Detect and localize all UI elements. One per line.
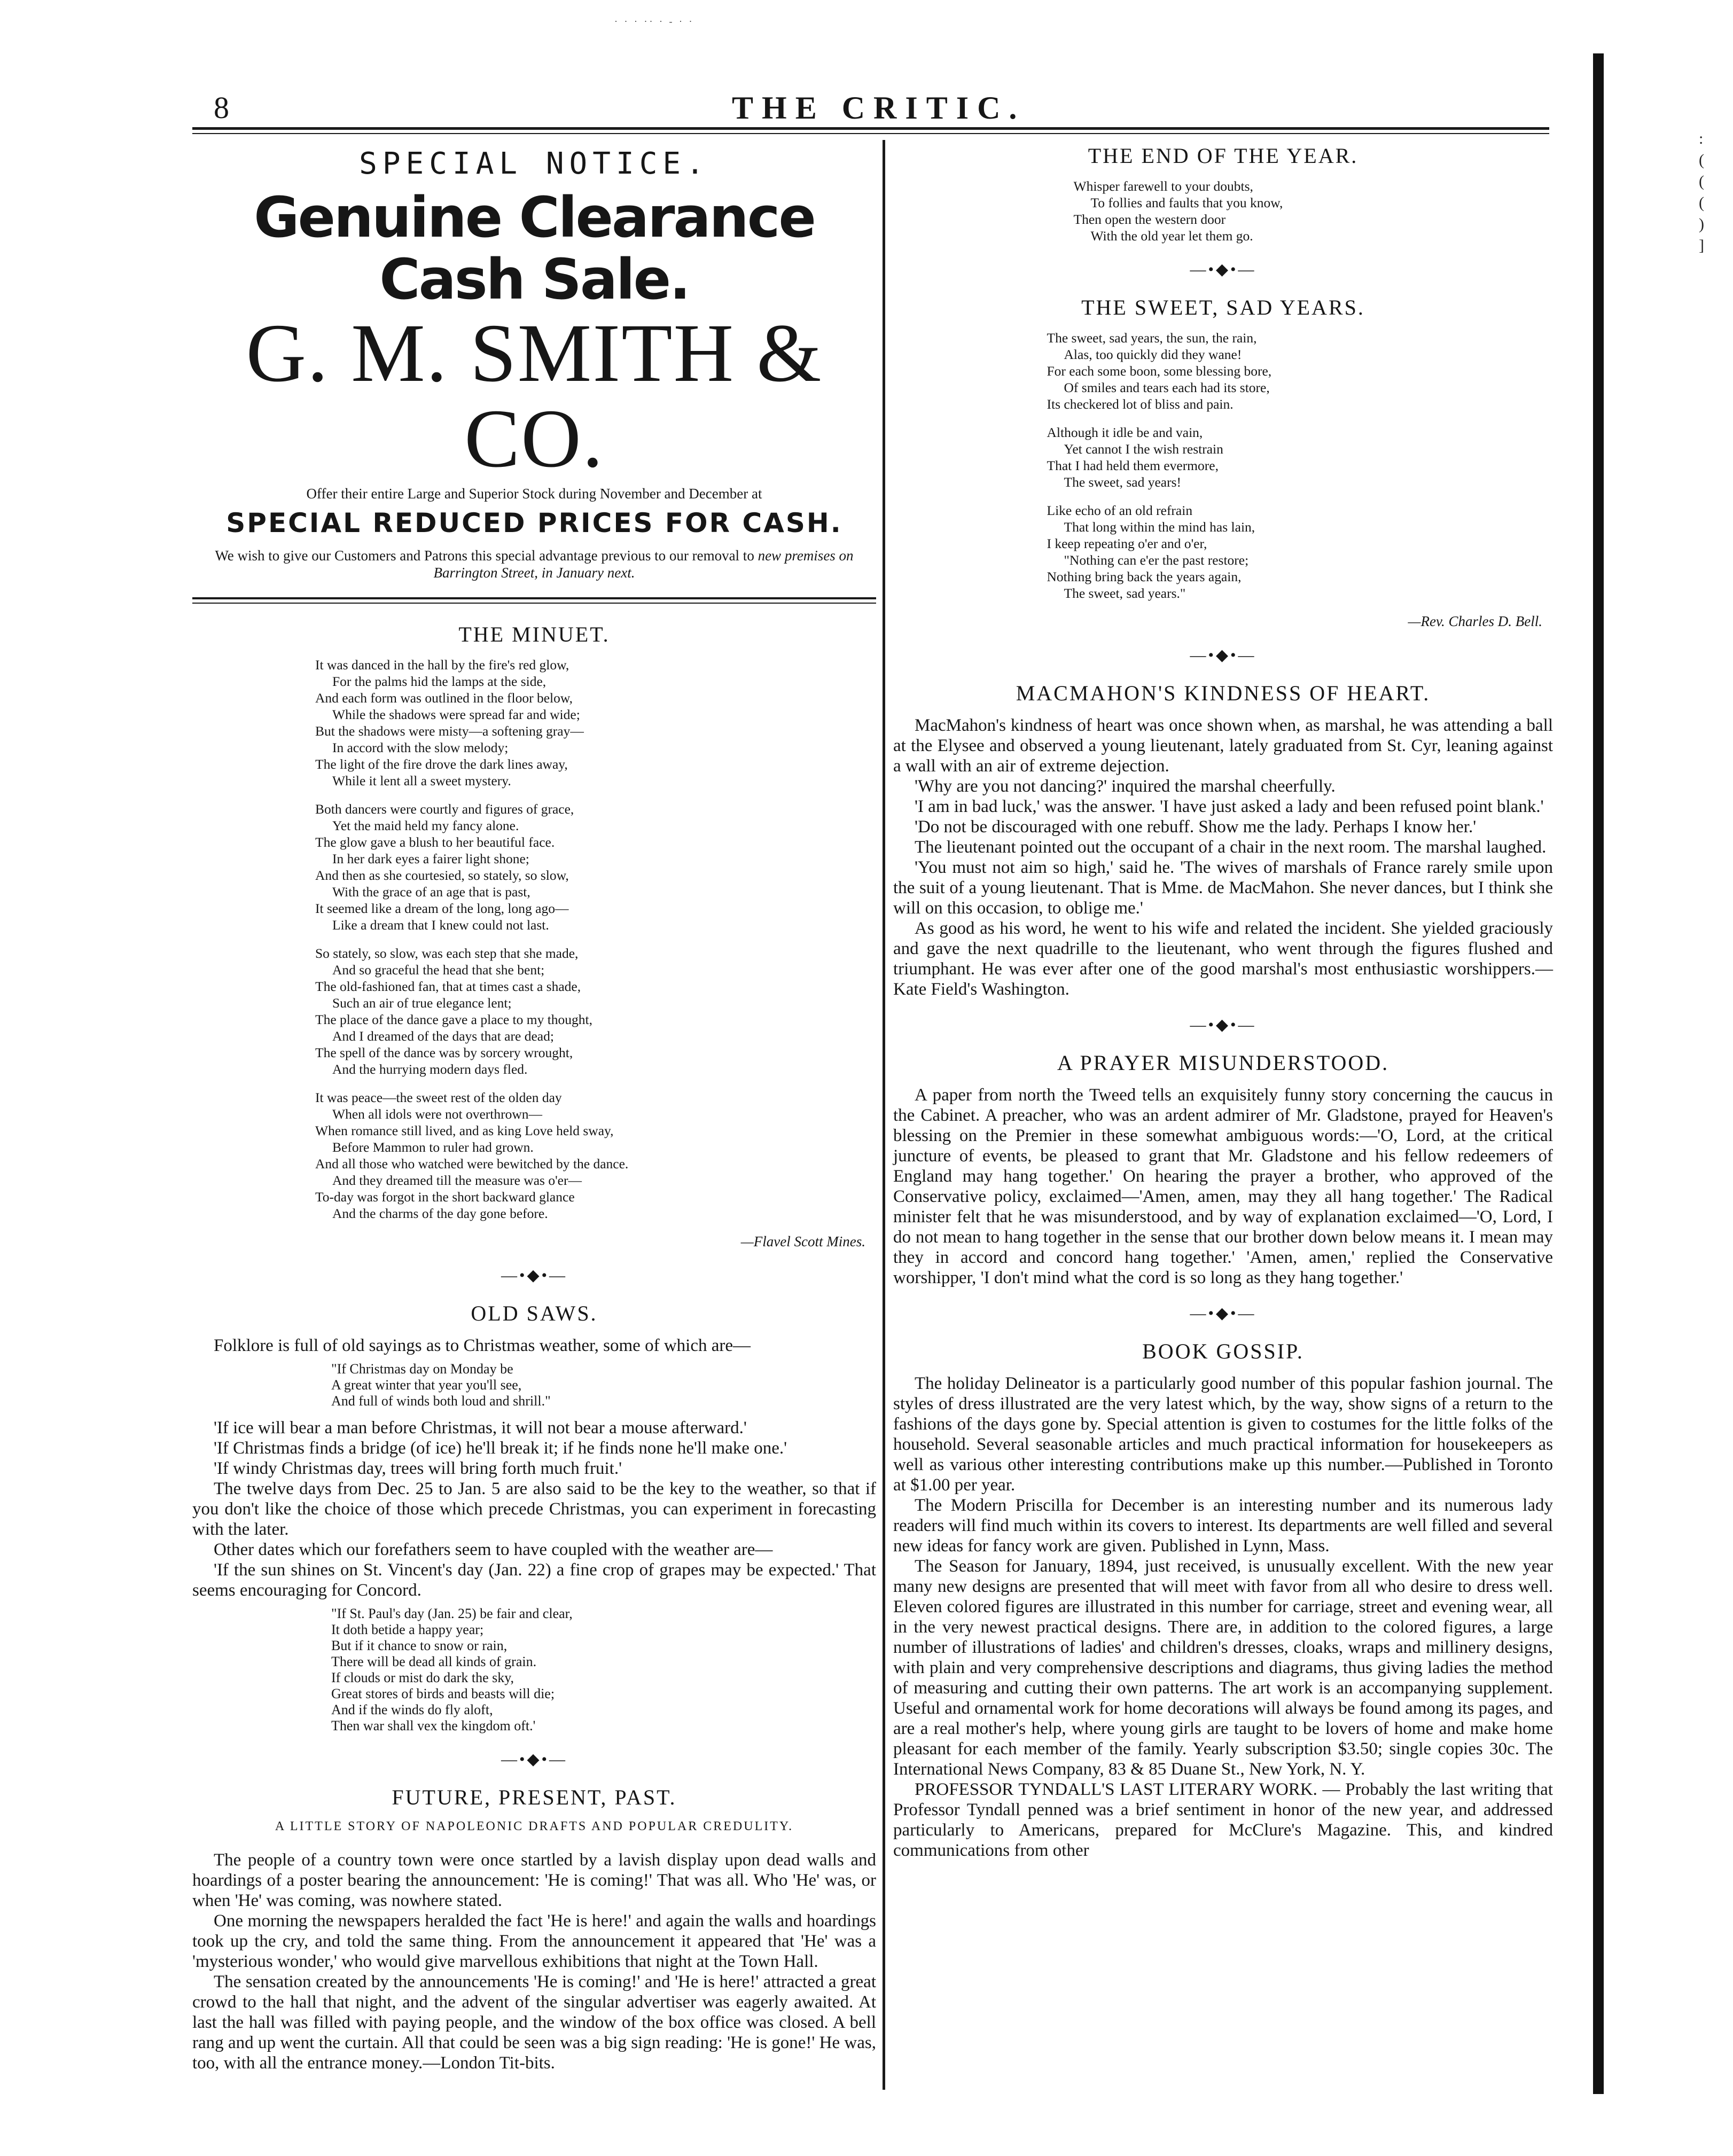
minuet-line: While it lent all a sweet mystery. <box>332 773 511 788</box>
sweet-sad-line: Although it idle be and vain, <box>1047 425 1203 440</box>
book-gossip-paragraph: PROFESSOR TYNDALL'S LAST LITERARY WORK. — Probably the last writing that Professor Tyndall penned was a brief sentiment in honor of the new year, and addressed particularly to Americans, prepared for McClure's Magazine. This, and kindred communications from other <box>893 1780 1553 1860</box>
book-gossip-paragraph: The Season for January, 1894, just received, is unusually excellent. With the new year many new designs are presented that will meet with favor from all who desire to dress well. Eleven colored figures are illustrated in this number for carriage, street and evening wear, all in the very newest practical designs. There are, in addition to the colored figures, a large number of illustrations of ladies' and children's dresses, cloaks, wraps and millinery designs, with plain and very comprehensive descriptions and diagrams, thus giving ladies the method of measuring and cutting their own patterns. The art work is an accompanying supplement. Useful and ornamental work for home decorations will always be found among its pages, and are a real mother's help, where young girls are taught to be lovers of home and make home pleasant for each member of the family. Yearly subscription $3.50; single copies 30c. The International News Company, 83 & 85 Duane St., New York, N. Y. <box>893 1557 1553 1779</box>
ad-note-italic: new premises on Barrington Street, in January next. <box>433 548 854 581</box>
minuet-stanza <box>315 945 753 1077</box>
header-rule-thick <box>192 127 1549 130</box>
minuet-poem <box>192 622 876 1250</box>
section-ornament: —•◆•— <box>1190 1304 1256 1322</box>
special-notice-ad <box>192 146 876 581</box>
sweet-sad-stanza <box>1047 330 1400 412</box>
section-ornament: —•◆•— <box>1190 1016 1256 1034</box>
future-present-past-article <box>192 1785 876 2073</box>
old-saws-rhyme-line: And if the winds do fly aloft, <box>331 1702 493 1717</box>
old-saws-rhyme-line: "If St. Paul's day (Jan. 25) be fair and clear, <box>331 1606 573 1621</box>
minuet-line: It was danced in the hall by the fire's red glow, <box>315 657 569 673</box>
ad-headline: Genuine Clearance Cash Sale. <box>254 185 815 312</box>
sweet-sad-line: "Nothing can e'er the past restore; <box>1064 552 1249 568</box>
minuet-line: For the palms hid the lamps at the side, <box>332 674 547 689</box>
old-saws-intro: Folklore is full of old sayings as to Christmas weather, some of which are— <box>214 1336 751 1355</box>
old-saws-paragraph: 'If windy Christmas day, trees will bring forth much fruit.' <box>214 1459 622 1478</box>
minuet-attribution: —Flavel Scott Mines. <box>740 1233 865 1249</box>
ad-note <box>192 547 876 581</box>
end-of-year-line: To follies and faults that you know, <box>1090 195 1283 210</box>
sweet-sad-line: Alas, too quickly did they wane! <box>1064 347 1242 362</box>
sweet-sad-stanzas <box>1047 330 1400 602</box>
minuet-line: The place of the dance gave a place to my thought, <box>315 1012 592 1027</box>
old-saws-rhyme-line: But if it chance to snow or rain, <box>331 1638 508 1653</box>
end-of-year-line: Whisper farewell to your doubts, <box>1073 178 1253 194</box>
minuet-line: Like a dream that I knew could not last. <box>332 917 549 933</box>
minuet-line: Both dancers were courtly and figures of grace, <box>315 801 574 817</box>
sweet-sad-line: That long within the mind has lain, <box>1064 519 1255 535</box>
minuet-line: It seemed like a dream of the long, long ago— <box>315 901 569 916</box>
old-saws-rhyme-line: "If Christmas day on Monday be <box>331 1361 513 1377</box>
minuet-line: In accord with the slow melody; <box>332 740 509 755</box>
ad-banner: SPECIAL NOTICE. <box>359 146 709 181</box>
sweet-sad-years-poem <box>893 295 1553 630</box>
minuet-line: Before Mammon to ruler had grown. <box>332 1139 534 1155</box>
section-ornament: —•◆•— <box>501 1751 568 1768</box>
minuet-line: The light of the fire drove the dark lines away, <box>315 756 568 772</box>
minuet-line: The old-fashioned fan, that at times cast a shade, <box>315 979 581 994</box>
old-saws-paragraph: 'If Christmas finds a bridge (of ice) he'll break it; if he finds none he'll make one.' <box>214 1439 787 1458</box>
macmahon-paragraphs <box>893 715 1553 999</box>
prayer-paragraphs <box>893 1085 1553 1288</box>
book-gossip-paragraphs <box>893 1373 1553 1861</box>
margin-binding-bar <box>1593 53 1604 2094</box>
old-saws-rhyme-1 <box>331 1361 876 1409</box>
minuet-line: And so graceful the head that she bent; <box>332 962 545 978</box>
minuet-line: And the hurrying modern days fled. <box>332 1061 528 1077</box>
minuet-line: And I dreamed of the days that are dead; <box>332 1028 554 1044</box>
sweet-sad-stanza <box>1047 502 1400 602</box>
book-gossip-title: BOOK GOSSIP. <box>1142 1339 1304 1363</box>
old-saws-rhyme-line: If clouds or mist do dark the sky, <box>331 1670 514 1685</box>
macmahon-paragraph: 'Do not be discouraged with one rebuff. Show me the lady. Perhaps I know her.' <box>915 817 1477 837</box>
future-paragraphs <box>192 1850 876 2073</box>
minuet-line: And then as she courtesied, so stately, so slow, <box>315 868 569 883</box>
ad-note-plain: We wish to give our Customers and Patrons this special advantage previous to our removal to <box>215 548 758 564</box>
old-saws-article <box>192 1301 876 1734</box>
sweet-sad-line: Like echo of an old refrain <box>1047 503 1193 518</box>
section-ornament: —•◆•— <box>1190 261 1256 278</box>
sweet-sad-line: Its checkered lot of bliss and pain. <box>1047 396 1234 412</box>
book-gossip-article <box>893 1339 1553 1861</box>
future-title: FUTURE, PRESENT, PAST. <box>392 1785 677 1809</box>
sweet-sad-line: Yet cannot I the wish restrain <box>1064 441 1223 457</box>
minuet-line: And each form was outlined in the floor below, <box>315 690 573 706</box>
ad-company-name: G. M. SMITH & CO. <box>246 307 823 485</box>
header-rule-thin <box>192 133 1549 134</box>
macmahon-paragraph: The lieutenant pointed out the occupant of a chair in the next room. The marshal laughed. <box>915 838 1547 857</box>
minuet-line: The glow gave a blush to her beautiful face. <box>315 834 555 850</box>
old-saws-rhyme-2 <box>331 1606 876 1734</box>
minuet-stanza <box>315 657 753 789</box>
sweet-sad-line: The sweet, sad years." <box>1064 585 1186 601</box>
end-of-year-poem <box>893 143 1553 244</box>
macmahon-paragraph: As good as his word, he went to his wife and related the incident. She yielded graciously and gave the next quadrille to the lieutenant, who went through the figures flushed and triumphant. He was ever after one of the good marshal's most enthusiastic worshippers.—Kate Field's Washington. <box>893 919 1553 999</box>
minuet-line: Yet the maid held my fancy alone. <box>332 818 519 833</box>
minuet-stanzas <box>315 657 753 1222</box>
sweet-sad-stanza <box>1047 424 1400 490</box>
old-saws-rhyme-line: It doth betide a happy year; <box>331 1622 484 1637</box>
sweet-sad-attribution: —Rev. Charles D. Bell. <box>1408 613 1542 629</box>
sweet-sad-line: Nothing bring back the years again, <box>1047 569 1242 584</box>
prayer-title: A PRAYER MISUNDERSTOOD. <box>1057 1051 1389 1075</box>
book-gossip-paragraph: The Modern Priscilla for December is an interesting number and its numerous lady readers will find much within its covers to interest. Its departments are well filled and several new ideas for fancy work are given. Published in Lynn, Mass. <box>893 1496 1553 1556</box>
old-saws-paragraphs <box>192 1418 876 1600</box>
macmahon-paragraph: 'I am in bad luck,' was the answer. 'I have just asked a lady and been refused point blank.' <box>915 797 1544 816</box>
minuet-line: And they dreamed till the measure was o'er— <box>332 1173 582 1188</box>
minuet-line: Such an air of true elegance lent; <box>332 995 512 1011</box>
sweet-sad-line: The sweet, sad years! <box>1064 474 1181 490</box>
macmahon-article <box>893 681 1553 999</box>
macmahon-paragraph: 'Why are you not dancing?' inquired the marshal cheerfully. <box>915 777 1336 796</box>
prayer-paragraph: A paper from north the Tweed tells an exquisitely funny story concerning the caucus in the Cabinet. A preacher, who was an ardent admirer of Mr. Gladstone, prayed for Heaven's blessing on the Premier in these somewhat ambiguous words:—'O, Lord, at the critical juncture of events, be pleased to grant that Mr. Gladstone and his fellow redeemers of England may hang together.' On hearing the prayer a brother, who approved of the Conservative policy, exclaimed—'Amen, amen, may they all hang together.' The Radical minister felt that he was misunderstood, and by way of explanation exclaimed—'O, Lord, I do not mean to hang together in the sense that our brother down below means it. I mean may they in accord and concord hang together.' 'Amen, amen,' replied the Conservative worshipper, 'I don't mind what the cord is so long as they hang together.' <box>893 1085 1553 1287</box>
minuet-stanza <box>315 1089 753 1222</box>
sweet-sad-line: That I had held them evermore, <box>1047 458 1219 473</box>
minuet-line: In her dark eyes a fairer light shone; <box>332 851 529 866</box>
minuet-line: When all idols were not overthrown— <box>332 1106 543 1122</box>
old-saws-rhyme-line: A great winter that year you'll see, <box>331 1377 522 1393</box>
end-of-year-title: THE END OF THE YEAR. <box>1088 144 1359 168</box>
section-ornament: —•◆•— <box>501 1267 568 1284</box>
top-scuff-marks: · · · ·· · - · · <box>614 16 694 27</box>
minuet-line: And the charms of the day gone before. <box>332 1206 548 1221</box>
minuet-line: To-day was forgot in the short backward glance <box>315 1189 575 1205</box>
old-saws-rhyme-line: Then war shall vex the kingdom oft.' <box>331 1718 536 1733</box>
margin-marks: : ( ( ( ) ] <box>1699 130 1704 254</box>
masthead: THE CRITIC. <box>732 90 1026 126</box>
macmahon-title: MACMAHON'S KINDNESS OF HEART. <box>1016 681 1431 705</box>
minuet-line: But the shadows were misty—a softening gray— <box>315 723 584 739</box>
old-saws-rhyme-line: There will be dead all kinds of grain. <box>331 1654 537 1669</box>
ad-separator-rule <box>192 597 876 604</box>
end-of-year-line: Then open the western door <box>1073 212 1226 227</box>
sweet-sad-line: The sweet, sad years, the sun, the rain, <box>1047 330 1257 346</box>
minuet-line: While the shadows were spread far and wide; <box>332 707 580 722</box>
sweet-sad-line: Of smiles and tears each had its store, <box>1064 380 1270 395</box>
macmahon-paragraph: MacMahon's kindness of heart was once shown when, as marshal, he was attending a ball at the Elysee and observed a young lieutenant, lately graduated from St. Cyr, leaning against a wall with an air of extreme dejection. <box>893 716 1553 776</box>
minuet-line: When romance still lived, and as king Love held sway, <box>315 1123 614 1138</box>
minuet-title: THE MINUET. <box>458 622 610 646</box>
minuet-line: The spell of the dance was by sorcery wrought, <box>315 1045 573 1060</box>
old-saws-paragraph: The twelve days from Dec. 25 to Jan. 5 are also said to be the key to the weather, so that if you don't like the choice of those which precede Christmas, you can experiment in forecasting with the later. <box>192 1479 876 1539</box>
future-subtitle: A LITTLE STORY OF NAPOLEONIC DRAFTS AND POPULAR CREDULITY. <box>275 1819 794 1833</box>
minuet-line: So stately, so slow, was each step that she made, <box>315 946 579 961</box>
prayer-article <box>893 1050 1553 1288</box>
right-column <box>893 140 1553 1861</box>
old-saws-rhyme-line: And full of winds both loud and shrill." <box>331 1393 551 1409</box>
page-number: 8 <box>214 90 229 125</box>
left-column <box>192 140 876 2073</box>
minuet-line: And all those who watched were bewitched by the dance. <box>315 1156 629 1171</box>
old-saws-title: OLD SAWS. <box>471 1301 598 1325</box>
minuet-line: It was peace—the sweet rest of the olden day <box>315 1090 562 1105</box>
sweet-sad-line: I keep repeating o'er and o'er, <box>1047 536 1207 551</box>
sweet-sad-line: For each some boon, some blessing bore, <box>1047 363 1272 379</box>
future-paragraph: The sensation created by the announcements 'He is coming!' and 'He is here!' attracted a great crowd to the hall that night, and the advent of the singular advertiser was eagerly awaited. At last the hall was filled with paying people, and the window of the box office was closed. A bell rang and up went the curtain. All that could be seen was a big sign reading: 'He is gone!' He was, too, with all the entrance money.—London Tit-bits. <box>192 1972 876 2073</box>
ad-prices-line: SPECIAL REDUCED PRICES FOR CASH. <box>226 507 842 538</box>
old-saws-paragraph: 'If the sun shines on St. Vincent's day (Jan. 22) a fine crop of grapes may be expected.' That seems encouraging for Concord. <box>192 1560 876 1600</box>
old-saws-paragraph: Other dates which our forefathers seem to have coupled with the weather are— <box>214 1540 773 1559</box>
book-gossip-paragraph: The holiday Delineator is a particularly good number of this popular fashion journal. The styles of dress illustrated are the very latest which, by the way, show signs of a return to the fashions of the days gone by. Special attention is given to costumes for the little folks of the household. Several seasonable articles and much practical information for housekeepers as well as various other interesting contributions make up this number.—Published in Toronto at $1.00 per year. <box>893 1374 1553 1495</box>
future-paragraph: One morning the newspapers heralded the fact 'He is here!' and again the walls and hoardings took up the cry, and told the same thing. From the announcement it appeared that 'He' was a 'mysterious wonder,' who would give marvellous exhibitions that night at the Town Hall. <box>192 1911 876 1971</box>
old-saws-rhyme-line: Great stores of birds and beasts will die; <box>331 1686 555 1701</box>
end-of-year-line: With the old year let them go. <box>1090 228 1253 244</box>
minuet-line: With the grace of an age that is past, <box>332 884 530 900</box>
minuet-stanza <box>315 801 753 933</box>
future-paragraph: The people of a country town were once startled by a lavish display upon dead walls and hoardings of a poster bearing the announcement: 'He is coming!' That was all. Who 'He' was, or when 'He' was coming, was nowhere stated. <box>192 1850 876 1910</box>
end-of-year-lines <box>1074 178 1373 244</box>
macmahon-paragraph: 'You must not aim so high,' said he. 'The wives of marshals of France rarely smile upon the suit of a young lieutenant. That is Mme. de MacMahon. She never dances, but I think she will on this occasion, to oblige me.' <box>893 858 1553 918</box>
column-divider <box>883 140 885 2090</box>
old-saws-paragraph: 'If ice will bear a man before Christmas, it will not bear a mouse afterward.' <box>214 1418 747 1438</box>
ad-offer-line: Offer their entire Large and Superior Stock during November and December at <box>306 486 762 502</box>
section-ornament: —•◆•— <box>1190 646 1256 664</box>
sweet-sad-title: THE SWEET, SAD YEARS. <box>1081 295 1365 319</box>
